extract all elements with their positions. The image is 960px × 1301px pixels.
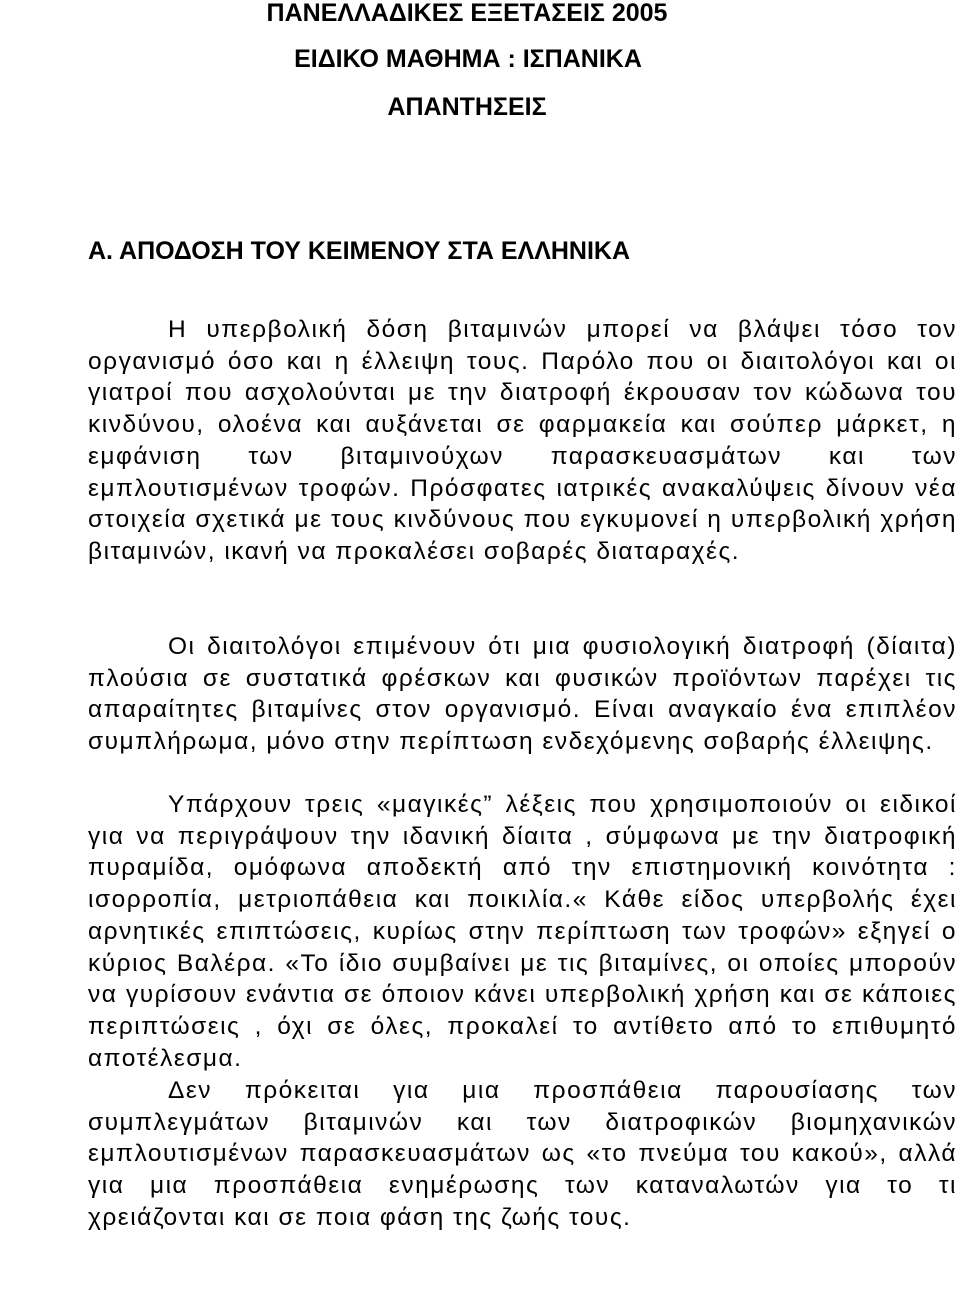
paragraph-4: Δεν πρόκειται για μια προσπάθεια παρουσίασης των συμπλεγμάτων βιταμινών και των διατροφικών βιομηχανικών εμπλουτισμένων παρασκευασμάτων ως «το πνεύμα του κακού», αλλά για μια προσπάθεια ενημέρωσης των καταναλωτών για το τι χρειάζονται και σε ποια φάση της ζωής τους. <box>88 1077 957 1231</box>
exam-subject: ΕΙΔΙΚΟ ΜΑΘΗΜΑ : ΙΣΠΑΝΙΚΑ <box>294 45 642 73</box>
paragraph-1: Η υπερβολική δόση βιταμινών μπορεί να βλάψει τόσο τον οργανισμό όσο και η έλλειψη τους. Παρόλο που οι διαιτολόγοι και οι γιατροί που ασχολούνται με την διατροφή έκρουσαν τον κώδωνα του κινδύνου, ολοένα και αυξάνεται σε φαρμακεία και σούπερ μάρκετ, η εμφάνιση των βιταμινούχων παρασκευασμάτων και των εμπλουτισμένων τροφών. Πρόσφατες ιατρικές ανακαλύψεις δίνουν νέα στοιχεία σχετικά με τους κινδύνους που εγκυμονεί η υπερβολική χρήση βιταμινών, ικανή να προκαλέσει σοβαρές διαταραχές. <box>88 316 957 565</box>
paragraph-2: Οι διαιτολόγοι επιμένουν ότι μια φυσιολογική διατροφή (δίαιτα) πλούσια σε συστατικά φρέσκων και φυσικών προϊόντων παρέχει τις απαραίτητες βιταμίνες στον οργανισμό. Είναι αναγκαίο ένα επιπλέον συμπλήρωμα, μόνο στην περίπτωση ενδεχόμενης σοβαρής έλλειψης. <box>88 633 957 756</box>
answers-heading: ΑΠΑΝΤΗΣΕΙΣ <box>387 93 547 121</box>
exam-title: ΠΑΝΕΛΛΑΔΙΚΕΣ ΕΞΕΤΑΣΕΙΣ 2005 <box>266 0 668 27</box>
section-title: Α. ΑΠΟΔΟΣΗ ΤΟΥ ΚΕΙΜΕΝΟΥ ΣΤΑ ΕΛΛΗΝΙΚΑ <box>88 237 631 265</box>
paragraph-3: Υπάρχουν τρεις «μαγικές” λέξεις που χρησιμοποιούν οι ειδικοί για να περιγράψουν την ιδανική δίαιτα , σύμφωνα με την διατροφική πυραμίδα, ομόφωνα αποδεκτή από την επιστημονική κοινότητα : ισορροπία, μετριοπάθεια και ποικιλία.« Κάθε είδος υπερβολής έχει αρνητικές επιπτώσεις, κυρίως στην περίπτωση των τροφών» εξηγεί ο κύριος Βαλέρα. «Το ίδιο συμβαίνει με τις βιταμίνες, οι οποίες μπορούν να γυρίσουν ενάντια σε όποιον κάνει υπερβολική χρήση και σε κάποιες περιπτώσεις , όχι σε όλες, προκαλεί το αντίθετο από το επιθυμητό αποτέλεσμα. <box>88 791 957 1072</box>
